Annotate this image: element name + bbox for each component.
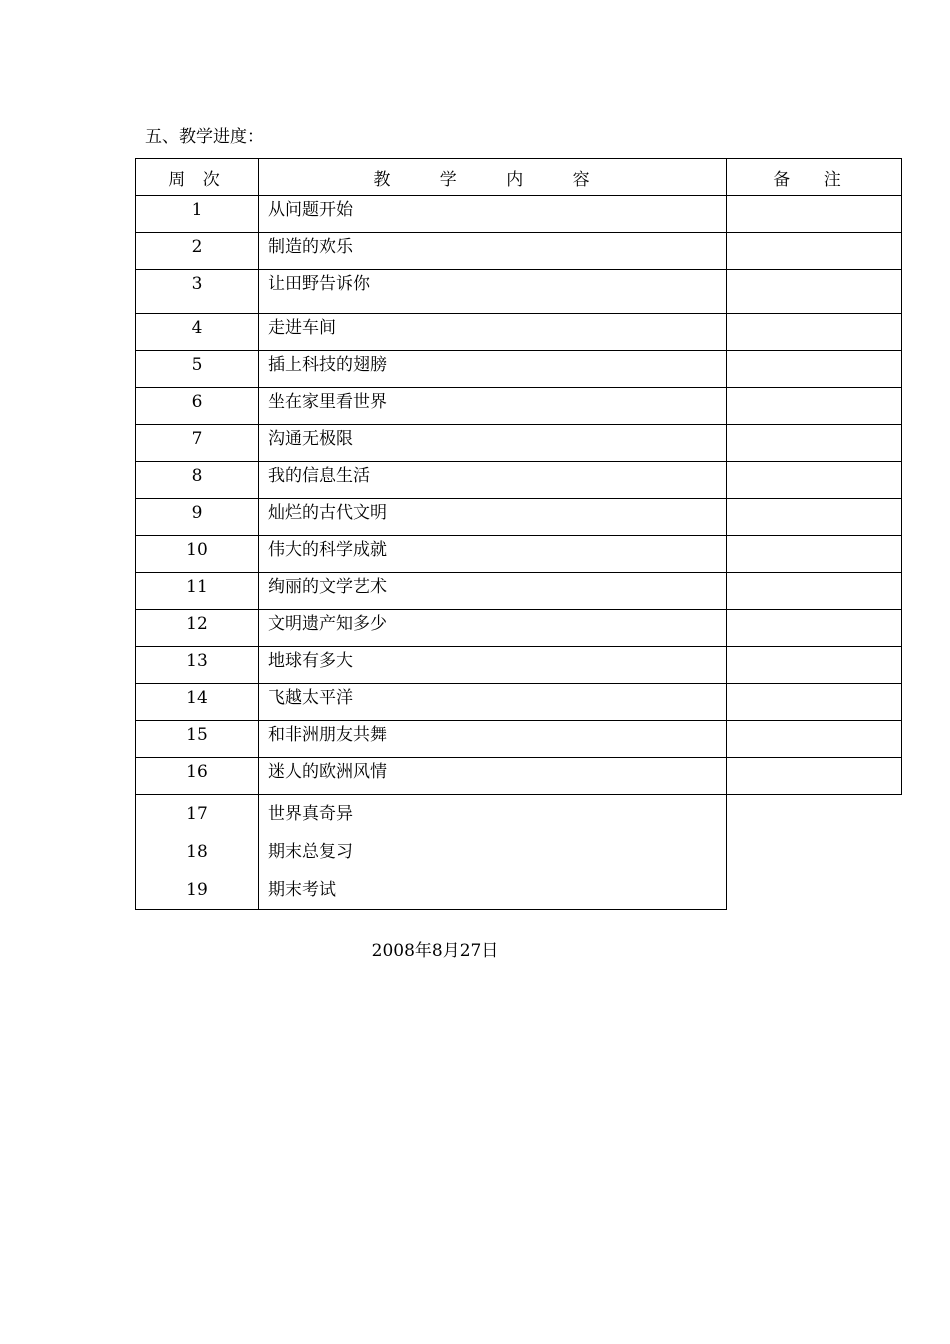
schedule-table [135, 158, 902, 910]
empty-corner [727, 795, 902, 910]
header-content [259, 159, 727, 196]
table-row [136, 499, 902, 536]
note-cell [727, 536, 902, 573]
final-lessons-cell [259, 795, 727, 910]
note-cell [727, 196, 902, 233]
table-row [136, 233, 902, 270]
week-number: 9 [191, 503, 203, 523]
lesson-title: 地球有多大 [268, 651, 353, 671]
week-number: 14 [186, 688, 208, 708]
lesson-title: 伟大的科学成就 [268, 540, 387, 560]
table-row [136, 684, 902, 721]
table-row [136, 573, 902, 610]
table-row [136, 425, 902, 462]
note-cell [727, 721, 902, 758]
note-cell [727, 351, 902, 388]
week-number: 7 [191, 429, 203, 449]
lesson-title: 期末总复习 [268, 842, 353, 862]
note-cell [727, 647, 902, 684]
lesson-title: 期末考试 [268, 880, 336, 900]
week-number: 12 [186, 614, 208, 634]
table-row [136, 270, 902, 314]
lesson-title: 制造的欢乐 [268, 237, 353, 257]
note-cell [727, 758, 902, 795]
lesson-title: 灿烂的古代文明 [268, 503, 387, 523]
lesson-title: 迷人的欧洲风情 [268, 762, 387, 782]
week-number: 16 [186, 762, 208, 782]
header-note [727, 159, 902, 196]
lesson-title: 绚丽的文学艺术 [268, 577, 387, 597]
week-number: 17 [186, 804, 208, 824]
note-cell [727, 684, 902, 721]
table-row [136, 196, 902, 233]
table-header-row [136, 159, 902, 196]
note-cell [727, 233, 902, 270]
week-number: 4 [191, 318, 203, 338]
lesson-title: 从问题开始 [268, 200, 353, 220]
note-cell [727, 270, 902, 314]
note-cell [727, 610, 902, 647]
note-cell [727, 425, 902, 462]
week-number: 19 [186, 880, 208, 900]
table-row [136, 758, 902, 795]
lesson-title: 世界真奇异 [268, 804, 353, 824]
lesson-title: 文明遗产知多少 [268, 614, 387, 634]
lesson-title: 飞越太平洋 [268, 688, 353, 708]
week-number: 13 [186, 651, 208, 671]
lesson-title: 插上科技的翅膀 [268, 355, 387, 375]
table-row [136, 314, 902, 351]
table-row [136, 647, 902, 684]
week-number: 15 [186, 725, 208, 745]
note-cell [727, 499, 902, 536]
document-date: 2008年8月27日 [371, 941, 499, 961]
final-weeks-cell [136, 795, 259, 910]
section-title: 五、教学进度： [145, 127, 264, 147]
lesson-title: 我的信息生活 [268, 466, 370, 486]
lesson-title: 走进车间 [268, 318, 336, 338]
note-cell [727, 462, 902, 499]
week-number: 11 [186, 577, 208, 597]
lesson-title: 坐在家里看世界 [268, 392, 387, 412]
week-number: 3 [191, 274, 203, 294]
note-cell [727, 314, 902, 351]
header-week-label: 周 次 [168, 169, 226, 190]
note-cell [727, 573, 902, 610]
table-row [136, 351, 902, 388]
header-week [136, 159, 259, 196]
week-number: 6 [191, 392, 203, 412]
table-row [136, 721, 902, 758]
lesson-title: 让田野告诉你 [268, 274, 370, 294]
table-row [136, 536, 902, 573]
header-note-label: 备 注 [773, 169, 855, 190]
table-row [136, 388, 902, 425]
week-number: 5 [191, 355, 203, 375]
table-row [136, 462, 902, 499]
lesson-title: 和非洲朋友共舞 [268, 725, 387, 745]
header-content-label: 教 学 内 容 [373, 169, 612, 190]
week-number: 8 [191, 466, 203, 486]
lesson-title: 沟通无极限 [268, 429, 353, 449]
week-number: 18 [186, 842, 208, 862]
week-number: 1 [191, 200, 203, 220]
week-number: 10 [186, 540, 208, 560]
week-number: 2 [191, 237, 203, 257]
note-cell [727, 388, 902, 425]
final-weeks-row [136, 795, 902, 910]
table-row [136, 610, 902, 647]
